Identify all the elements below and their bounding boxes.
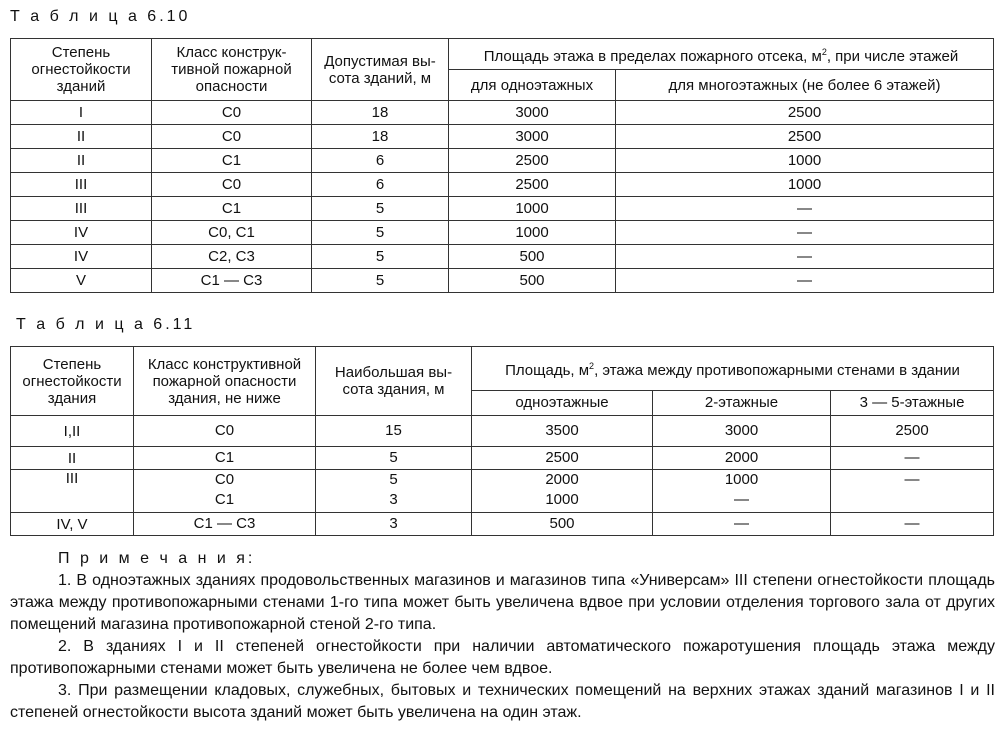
table-row bbox=[11, 245, 994, 269]
table-row bbox=[11, 149, 994, 173]
table-cell bbox=[653, 470, 831, 513]
cell-value: С0 bbox=[214, 422, 235, 439]
table-cell: 18 bbox=[312, 125, 449, 149]
table-cell bbox=[316, 447, 472, 470]
table-cell: IV bbox=[11, 245, 152, 269]
table-row bbox=[11, 101, 994, 125]
header-two-storey: 2-этажные bbox=[653, 390, 831, 415]
cell-value: С0 bbox=[214, 471, 235, 488]
header-class: Класс конструк- тивной пожарной опасности bbox=[152, 39, 312, 101]
table-row bbox=[11, 125, 994, 149]
table-cell: I bbox=[11, 101, 152, 125]
cell-value: 3 bbox=[389, 491, 398, 508]
cell-value: С1 bbox=[214, 449, 235, 466]
header-height: Наибольшая вы- сота здания, м bbox=[316, 347, 472, 416]
table-cell: 5 bbox=[312, 221, 449, 245]
cell-value: 500 bbox=[549, 515, 575, 532]
table-cell: — bbox=[616, 269, 994, 293]
table-row bbox=[11, 221, 994, 245]
table-cell: 3000 bbox=[449, 125, 616, 149]
table-cell: 2500 bbox=[449, 173, 616, 197]
table-cell bbox=[316, 470, 472, 513]
table-cell: 6 bbox=[312, 149, 449, 173]
table-cell bbox=[653, 513, 831, 536]
header-class: Класс конструктивной пожарной опасности здания, не ниже bbox=[134, 347, 316, 416]
table-cell: 3000 bbox=[449, 101, 616, 125]
table-cell: 500 bbox=[449, 245, 616, 269]
table-cell bbox=[831, 447, 994, 470]
table-cell: 1000 bbox=[616, 173, 994, 197]
table-cell: С0, С1 bbox=[152, 221, 312, 245]
table-cell bbox=[134, 513, 316, 536]
table-cell: С0 bbox=[152, 101, 312, 125]
table-cell: IV bbox=[11, 221, 152, 245]
table-cell bbox=[472, 416, 653, 447]
table-cell: II bbox=[11, 149, 152, 173]
table-cell bbox=[134, 416, 316, 447]
table-cell: 1000 bbox=[449, 221, 616, 245]
table-cell: 2500 bbox=[449, 149, 616, 173]
cell-value: 2000 bbox=[545, 471, 579, 488]
table-cell: III bbox=[11, 470, 134, 513]
table-cell: 6 bbox=[312, 173, 449, 197]
table-6-10 bbox=[10, 38, 994, 293]
cell-value: С1 — С3 bbox=[193, 515, 256, 532]
table-cell: III bbox=[11, 173, 152, 197]
cell-value: 5 bbox=[389, 449, 398, 466]
cell-value: 3000 bbox=[724, 422, 759, 439]
cell-value: — bbox=[734, 515, 749, 532]
table-cell bbox=[134, 470, 316, 513]
table-cell: 2500 bbox=[616, 125, 994, 149]
table-row bbox=[11, 513, 994, 536]
cell-value: — bbox=[904, 515, 920, 532]
table-cell: — bbox=[616, 221, 994, 245]
table-cell bbox=[472, 447, 653, 470]
notes bbox=[10, 548, 995, 724]
table-cell: С2, С3 bbox=[152, 245, 312, 269]
header-height: Допустимая вы- сота зданий, м bbox=[312, 39, 449, 101]
notes-title: П р и м е ч а н и я: bbox=[58, 550, 256, 567]
table-cell: С1 bbox=[152, 149, 312, 173]
table-cell: 5 bbox=[312, 269, 449, 293]
table-cell: — bbox=[616, 197, 994, 221]
cell-value: — bbox=[904, 449, 920, 466]
cell-value: 15 bbox=[385, 422, 402, 439]
table-cell: IV, V bbox=[11, 513, 134, 536]
table-cell bbox=[831, 513, 994, 536]
table-cell: 1000 bbox=[616, 149, 994, 173]
table-cell bbox=[653, 447, 831, 470]
note-3: 3. При размещении кладовых, служебных, бытовых и технических помещений на верхних этажах зданий магазинов I и II степеней огнестойкости высота зданий может быть увеличена на один этаж. bbox=[10, 682, 995, 721]
table-cell: III bbox=[11, 197, 152, 221]
table-cell: — bbox=[616, 245, 994, 269]
header-area: Площадь этажа в пределах пожарного отсека, $м^2$, при числе этажей bbox=[449, 39, 994, 70]
table-row bbox=[11, 470, 994, 513]
table-cell: 500 bbox=[449, 269, 616, 293]
table-cell bbox=[316, 513, 472, 536]
cell-value: 5 bbox=[389, 471, 398, 488]
table-row bbox=[11, 269, 994, 293]
cell-value: 2500 bbox=[895, 422, 929, 439]
table-cell bbox=[472, 470, 653, 513]
table-cell: С0 bbox=[152, 125, 312, 149]
cell-value: — bbox=[734, 491, 749, 508]
header-degree: Степень огнестойкости зданий bbox=[11, 39, 152, 101]
table-cell bbox=[653, 416, 831, 447]
table-row bbox=[11, 416, 994, 447]
table-cell: I,II bbox=[11, 416, 134, 447]
table-row bbox=[11, 447, 994, 470]
cell-value: 3 bbox=[389, 515, 398, 532]
table-6-11-caption: Т а б л и ц а 6.11 bbox=[16, 316, 196, 333]
table-cell bbox=[831, 416, 994, 447]
table-6-11 bbox=[10, 346, 994, 536]
cell-value: 2500 bbox=[545, 449, 579, 466]
table-cell bbox=[472, 513, 653, 536]
cell-value: — bbox=[904, 471, 920, 488]
cell-value: 2000 bbox=[724, 449, 759, 466]
table-cell: 5 bbox=[312, 245, 449, 269]
table-cell bbox=[316, 416, 472, 447]
table-cell bbox=[831, 470, 994, 513]
table-cell: II bbox=[11, 125, 152, 149]
header-area: Площадь, $м^2$, этажа между противопожарными стенами в здании bbox=[472, 347, 994, 391]
table-row bbox=[11, 197, 994, 221]
cell-value: 1000 bbox=[724, 471, 759, 488]
cell-value: С1 bbox=[214, 491, 235, 508]
table-6-10-caption: Т а б л и ц а 6.10 bbox=[10, 8, 191, 25]
cell-value: 1000 bbox=[545, 491, 579, 508]
table-cell: 1000 bbox=[449, 197, 616, 221]
header-one-storey: одноэтажные bbox=[472, 390, 653, 415]
header-single: для одноэтажных bbox=[449, 70, 616, 101]
header-multi: для многоэтажных (не более 6 этажей) bbox=[616, 70, 994, 101]
note-1: 1. В одноэтажных зданиях продовольственных магазинов и магазинов типа «Универсам» III степени огнестойкости площадь этажа между противопожарными стенами 1-го типа может быть увеличена вдвое при условии отделения торгового зала от других помещений магазина противопожарной стеной 2-го типа. bbox=[10, 572, 996, 633]
table-cell: II bbox=[11, 447, 134, 470]
table-cell: С1 — С3 bbox=[152, 269, 312, 293]
table-cell: 5 bbox=[312, 197, 449, 221]
table-cell: С0 bbox=[152, 173, 312, 197]
table-cell bbox=[134, 447, 316, 470]
header-degree: Степень огнестойкости здания bbox=[11, 347, 134, 416]
note-2: 2. В зданиях I и II степеней огнестойкости при наличии автоматического пожаротушения площадь этажа между противопожарными стенами может быть увеличена не более чем вдвое. bbox=[10, 638, 995, 677]
cell-value: 3500 bbox=[545, 422, 579, 439]
table-row bbox=[11, 173, 994, 197]
header-three-five-storey: 3 — 5-этажные bbox=[831, 390, 994, 415]
table-cell: V bbox=[11, 269, 152, 293]
table-cell: 2500 bbox=[616, 101, 994, 125]
table-cell: 18 bbox=[312, 101, 449, 125]
table-cell: С1 bbox=[152, 197, 312, 221]
